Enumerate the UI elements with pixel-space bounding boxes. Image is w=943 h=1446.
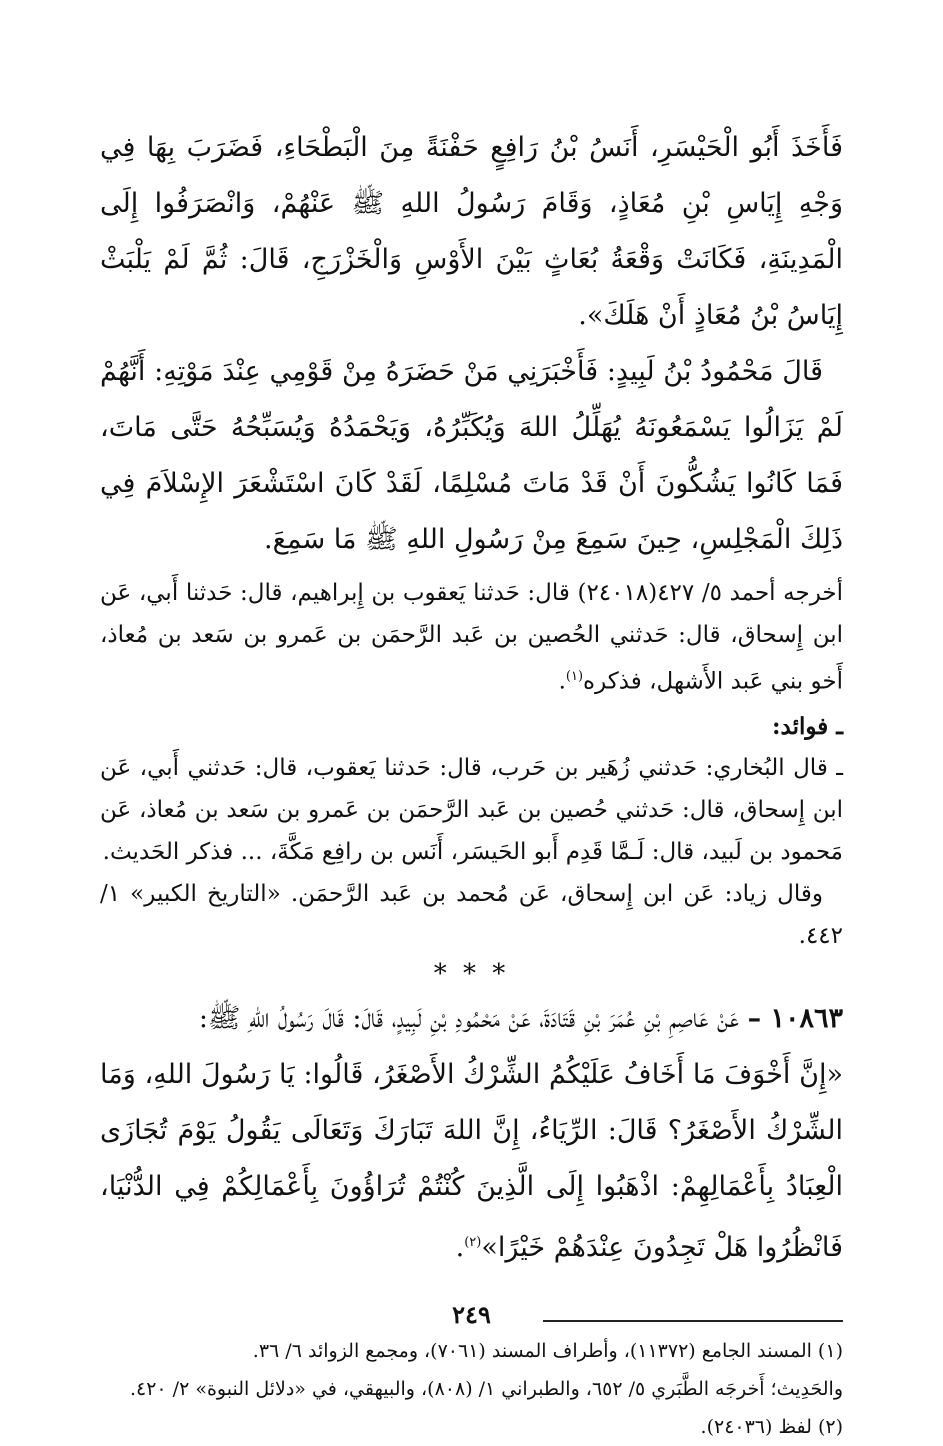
fawaid-heading: ـ فوائد: <box>772 712 843 740</box>
hadith-header <box>100 991 843 1047</box>
fawaid-note: وقال زياد: عَن ابن إِسحاق، عَن مُحمد بن عَبد الرَّحمَن. «التاريخ الكبير» ١/ ٤٤٢. <box>100 880 843 949</box>
footnote-1: (١) المسند الجامع (١١٣٧٢)، وأطراف المسند (٧٠٦١)، ومجمع الزوائد ٦/ ٣٦. <box>252 1339 843 1362</box>
footnote-ref-2: (٢) <box>464 1234 482 1250</box>
hadith-matn-end: . <box>455 1231 465 1263</box>
hadith-matn <box>100 1047 843 1276</box>
hadith-text-paragraph: قَالَ مَحْمُودُ بْنُ لَبِيدٍ: فَأَخْبَرَنِي مَنْ حَضَرَهُ مِنْ قَوْمِي عِنْدَ مَوْتِهِ: أَنَّهُمْ لَمْ يَزَالُوا يَسْمَعُونَهُ يُهَلِّلُ اللهَ وَيُكَبِّرُهُ، وَيَحْمَدُهُ وَيُسَبِّحُهُ حَتَّى مَاتَ، فَمَا كَانُوا يَشُكُّونَ أَنْ قَدْ مَاتَ مُسْلِمًا، لَقَدْ كَانَ اسْتَشْعَرَ الإِسْلاَمَ فِي ذَلِكَ الْمَجْلِسِ، حِينَ سَمِعَ مِنْ رَسُولِ اللهِ ﷺ مَا سَمِعَ. <box>100 356 843 555</box>
hadith-matn-text: «إِنَّ أَخْوَفَ مَا أَخَافُ عَلَيْكُمُ الشِّرْكُ الأَصْغَرُ، قَالُوا: يَا رَسُولَ اللهِ، وَمَا الشِّرْكُ الأَصْغَرُ؟ قَالَ: الرِّيَاءُ، إِنَّ اللهَ تَبَارَكَ وَتَعَالَى يَقُولُ يَوْمَ تُجَازَى الْعِبَادُ بِأَعْمَالِهِمْ: اذْهَبُوا إِلَى الَّذِينَ كُنْتُمْ تُرَاؤُونَ بِأَعْمَالِكُمْ فِي الدُّنْيَا، فَانْظُرُوا هَلْ تَجِدُونَ عِنْدَهُمْ خَيْرًا» <box>100 1058 843 1263</box>
takhrij-paragraph <box>100 572 843 703</box>
fawaid-paragraph: ـ قال البُخاري: حَدثني زُهَير بن حَرب، قال: حَدثنا يَعقوب، قال: حَدثني أَبي، عَن ابن إِسحاق، قال: حَدثني حُصين بن عَبد الرَّحمَن بن عَمرو بن سَعد بن مُعاذ، عَن مَحمود بن لَبيد، قال: لَـمَّا قَدِم أَبو الحَيسَر، أَنَس بن رافِع مَكَّةَ، ... فذكر الحَديث. <box>100 754 843 865</box>
hadith-text-continuation: فَأَخَذَ أَبُو الْحَيْسَرِ، أَنَسُ بْنُ رَافِعٍ حَفْنَةً مِنَ الْبَطْحَاءِ، فَضَرَبَ بِهَا فِي وَجْهِ إِيَاسِ بْنِ مُعَاذٍ، وَقَامَ رَسُولُ اللهِ ﷺ عَنْهُمْ، وَانْصَرَفُوا إِلَى الْمَدِينَةِ، فَكَانَتْ وَقْعَةُ بُعَاثٍ بَيْنَ الأَوْسِ وَالْخَزْرَجِ، قَالَ: ثُمَّ لَمْ يَلْبَثْ إِيَاسُ بْنُ مُعَاذٍ أَنْ هَلَكَ». <box>100 132 843 331</box>
takhrij-text: أخرجه أحمد ٥/ ٤٢٧(٢٤٠١٨) قال: حَدثنا يَعقوب بن إِبراهيم، قال: حَدثنا أَبي، عَن ابن إِسحاق، قال: حَدثني الحُصين بن عَبد الرَّحمَن بن عَمرو بن سَعد بن مُعاذ، أَخو بني عَبد الأَشهل، فذكره <box>100 580 844 695</box>
section-separator: * * * <box>433 958 510 989</box>
footnote-ref-1: (١) <box>565 669 584 684</box>
footnote-1-continuation: والحَدِيث؛ أَخرجَه الطَّبَري ٥/ ٦٥٢، والطبراني ١/ (٨٠٨)، والبيهقي، في «دلائل النبوة» ٢/ ٤٢٠. <box>129 1377 843 1400</box>
hadith-number: ١٠٨٦٣ – <box>747 1002 843 1034</box>
footnote-2: (٢) لفظ (٢٤٠٣٦). <box>700 1415 843 1438</box>
page-number: ٢٤٩ <box>452 1300 491 1329</box>
takhrij-end: . <box>558 668 566 695</box>
hadith-isnad: عَنْ عَاصِمِ بْنِ عُمَرَ بْنِ قَتَادَةَ، عَنْ مَحْمُودِ بْنِ لَبِيدٍ، قَالَ: قَالَ رَسُولُ اللهِ ﷺ: <box>198 1002 748 1034</box>
